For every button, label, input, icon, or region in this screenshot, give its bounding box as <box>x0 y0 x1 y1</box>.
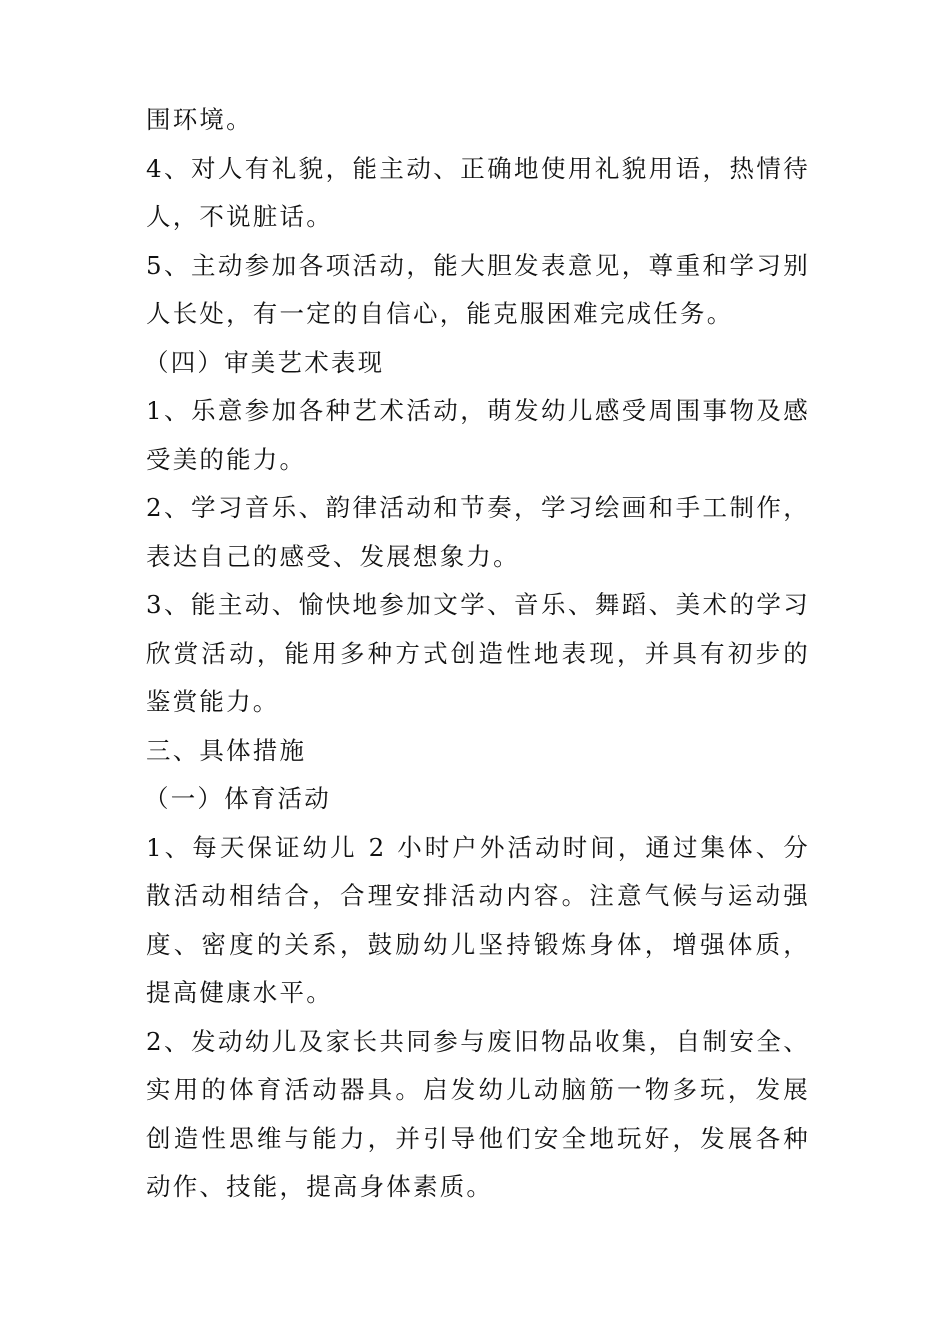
paragraph-art-item-2: 2、学习音乐、韵律活动和节奏，学习绘画和手工制作，表达自己的感受、发展想象力。 <box>146 493 810 571</box>
paragraph-sports-item-1: 1、每天保证幼儿 2 小时户外活动时间，通过集体、分散活动相结合，合理安排活动内容。注意气候与运动强度、密度的关系，鼓励幼儿坚持锻炼身体，增强体质，提高健康水平。 <box>146 832 810 1007</box>
paragraph-sports-item-2: 2、发动幼儿及家长共同参与废旧物品收集，自制安全、实用的体育活动器具。启发幼儿动脑筋一物多玩，发展创造性思维与能力，并引导他们安全地玩好，发展各种动作、技能，提高身体素质。 <box>146 1026 810 1201</box>
paragraph-item-5: 5、主动参加各项活动，能大胆发表意见，尊重和学习别人长处，有一定的自信心，能克服困难完成任务。 <box>146 250 810 328</box>
section-heading-measures: 三、具体措施 <box>146 735 307 765</box>
document-body <box>146 96 810 1212</box>
paragraph-art-item-1: 1、乐意参加各种艺术活动，萌发幼儿感受周围事物及感受美的能力。 <box>146 396 810 474</box>
paragraph-art-item-3: 3、能主动、愉快地参加文学、音乐、舞蹈、美术的学习欣赏活动，能用多种方式创造性地表现，并具有初步的鉴赏能力。 <box>146 590 810 716</box>
section-heading-sports: （一）体育活动 <box>144 784 331 813</box>
paragraph-continuation: 围环境。 <box>146 105 253 134</box>
section-heading-aesthetic-art: （四）审美艺术表现 <box>144 347 385 377</box>
paragraph-item-4: 4、对人有礼貌，能主动、正确地使用礼貌用语，热情待人，不说脏话。 <box>146 153 810 231</box>
